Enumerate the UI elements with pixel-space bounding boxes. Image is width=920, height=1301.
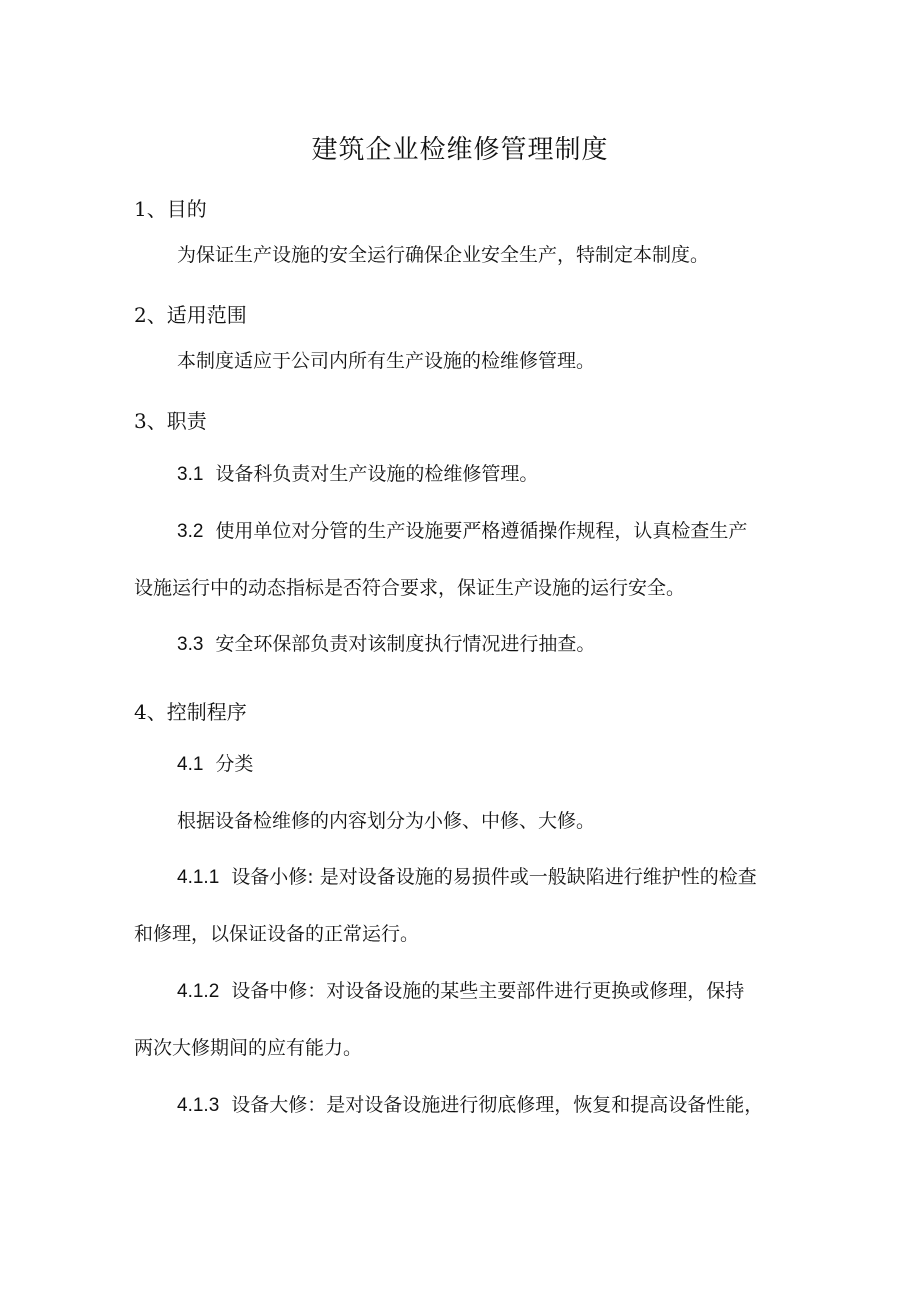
clause-4-1-3-number: 4.1.3 <box>177 1095 220 1116</box>
section-4-heading: 4、控制程序 <box>134 700 247 724</box>
clause-4-1-2-text-line-1: 设备中修：对设备设施的某些主要部件进行更换或修理，保持 <box>231 980 745 1002</box>
clause-4-1-number: 4.1 <box>177 754 204 775</box>
section-1-text: 为保证生产设施的安全运行确保企业安全生产，特制定本制度。 <box>177 244 710 266</box>
clause-4-1-intro: 根据设备检维修的内容划分为小修、中修、大修。 <box>177 810 596 832</box>
clause-3-1-number: 3.1 <box>177 464 204 485</box>
clause-3-2-number: 3.2 <box>177 521 204 542</box>
clause-3-2-line-1 <box>177 516 747 547</box>
clause-3-3-number: 3.3 <box>177 634 204 655</box>
clause-3-3-text: 安全环保部负责对该制度执行情况进行抽查。 <box>215 633 596 655</box>
clause-3-2-text-line-2: 设施运行中的动态指标是否符合要求，保证生产设施的运行安全。 <box>134 577 686 599</box>
clause-4-1-1-line-1 <box>177 862 757 893</box>
clause-3-1-text: 设备科负责对生产设施的检维修管理。 <box>215 463 539 485</box>
clause-4-1-3-line-1 <box>177 1090 763 1121</box>
clause-4-1-1-text-line-2: 和修理，以保证设备的正常运行。 <box>134 923 420 945</box>
clause-4-1-3-text-line-1: 设备大修：是对设备设施进行彻底修理，恢复和提高设备性能， <box>231 1094 764 1116</box>
clause-4-1-2-number: 4.1.2 <box>177 981 220 1002</box>
clause-3-1 <box>177 459 538 490</box>
clause-4-1-2-text-line-2: 两次大修期间的应有能力。 <box>134 1037 363 1059</box>
clause-4-1-1-text-line-1: 设备小修: 是对设备设施的易损件或一般缺陷进行维护性的检查 <box>231 866 757 888</box>
clause-4-1-1-number: 4.1.1 <box>177 867 220 888</box>
section-2-heading: 2、适用范围 <box>134 303 247 327</box>
clause-3-3 <box>177 629 595 660</box>
clause-4-1-2-line-1 <box>177 976 744 1007</box>
clause-4-1-text: 分类 <box>215 753 254 775</box>
clause-4-1 <box>177 749 253 780</box>
section-1-heading: 1、目的 <box>134 197 207 221</box>
clause-3-2-text-line-1: 使用单位对分管的生产设施要严格遵循操作规程，认真检查生产 <box>215 520 748 542</box>
section-2-text: 本制度适应于公司内所有生产设施的检维修管理。 <box>177 350 596 372</box>
section-3-heading: 3、职责 <box>134 409 207 433</box>
document-title: 建筑企业检维修管理制度 <box>311 135 609 165</box>
